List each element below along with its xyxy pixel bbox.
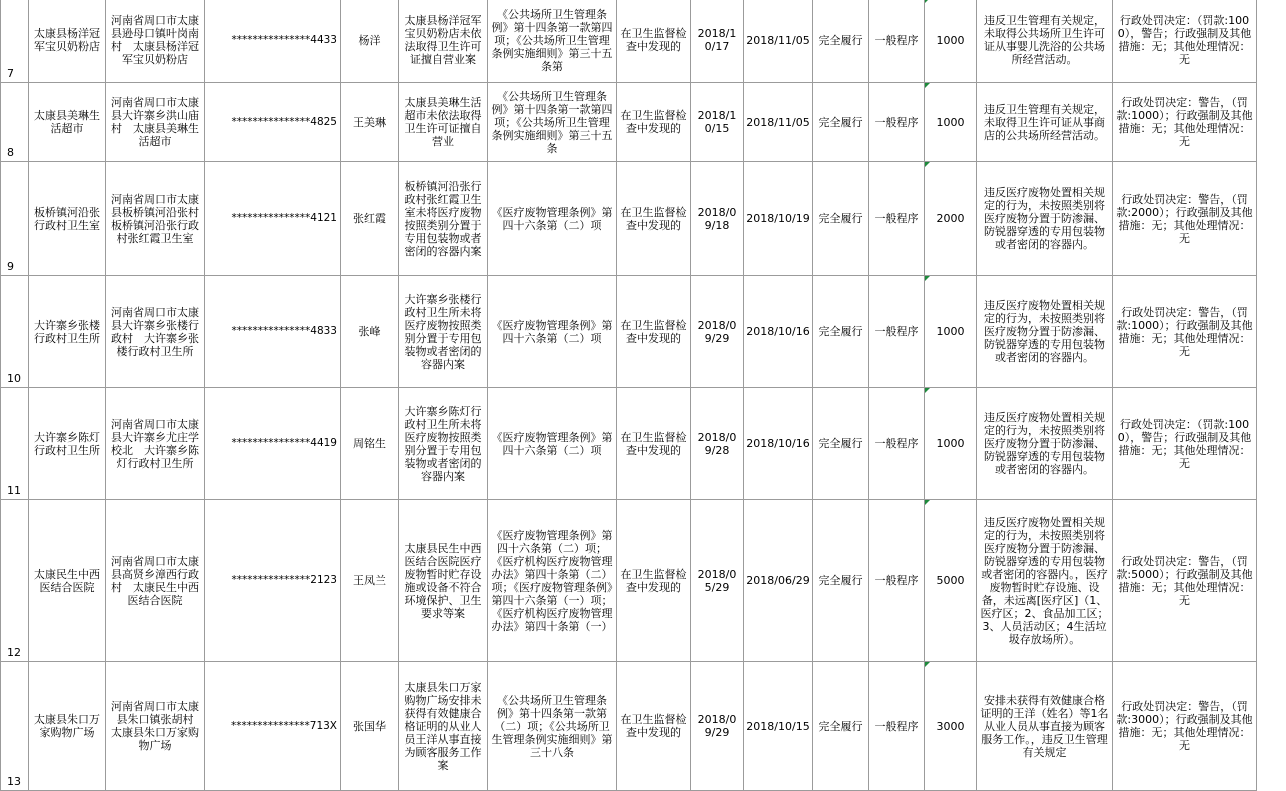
- unit-name-cell[interactable]: 大许寨乡陈灯行政村卫生所: [29, 388, 106, 500]
- case-source-cell[interactable]: 在卫生监督检查中发现的: [617, 0, 691, 83]
- fine-amount-value: 1000: [936, 33, 965, 47]
- procedure-type-cell[interactable]: 一般程序: [869, 0, 925, 83]
- fine-amount-cell[interactable]: [925, 0, 977, 83]
- decision-date-cell[interactable]: 2018/05/29: [691, 500, 744, 662]
- case-facts-cell[interactable]: 板桥镇河沿张行政村张红霞卫生室未将医疗废物按照类别分置于专用包装物或者密闭的容器内案: [399, 162, 488, 276]
- person-name-cell[interactable]: 杨洋: [341, 0, 399, 83]
- unit-name-cell[interactable]: 太康县朱口万家购物广场: [29, 662, 106, 791]
- violation-cell[interactable]: 违反卫生管理有关规定，未取得公共场所卫生许可证从事婴儿洗浴的公共场所经营活动。: [977, 0, 1113, 83]
- case-source-cell[interactable]: 在卫生监督检查中发现的: [617, 83, 691, 162]
- decision-date-cell[interactable]: 2018/09/28: [691, 388, 744, 500]
- table-body: [1, 0, 1257, 791]
- person-name-cell[interactable]: 周铭生: [341, 388, 399, 500]
- row-number-cell[interactable]: 12: [1, 500, 29, 662]
- execution-status-cell[interactable]: 完全履行: [813, 83, 869, 162]
- procedure-type-cell[interactable]: 一般程序: [869, 662, 925, 791]
- case-source-cell[interactable]: 在卫生监督检查中发现的: [617, 388, 691, 500]
- id-number-cell[interactable]: ***************4825: [205, 83, 341, 162]
- legal-basis-cell[interactable]: 《公共场所卫生管理条例》第十四条第一款第四项；《公共场所卫生管理条例实施细则》第三十五条第: [488, 0, 617, 83]
- completion-date-cell[interactable]: 2018/06/29: [744, 500, 813, 662]
- case-facts-cell[interactable]: 太康县民生中西医结合医院医疗废物暂时贮存设施或设备不符合环境保护、卫生要求等案: [399, 500, 488, 662]
- procedure-type-cell[interactable]: 一般程序: [869, 83, 925, 162]
- violation-cell[interactable]: 违反医疗废物处置相关规定的行为，未按照类别将医疗废物分置于防渗漏、防锐器穿透的专用包装物或者密闭的容器内。，医疗废物暂时贮存设施、设备，未远离[医疗区]（1、医疗区；2、食品加工区；3、人员活动区；4生活垃圾存放场所）。: [977, 500, 1113, 662]
- error-indicator-icon: [925, 276, 930, 281]
- person-name-cell[interactable]: 王美琳: [341, 83, 399, 162]
- person-name-cell[interactable]: 张峰: [341, 276, 399, 388]
- case-facts-cell[interactable]: 太康县美琳生活超市未依法取得卫生许可证擅自营业: [399, 83, 488, 162]
- unit-name-cell[interactable]: 太康县杨洋冠军宝贝奶粉店: [29, 0, 106, 83]
- error-indicator-icon: [925, 500, 930, 505]
- fine-amount-value: 1000: [936, 437, 965, 450]
- person-name-cell[interactable]: 张红霞: [341, 162, 399, 276]
- completion-date-cell[interactable]: 2018/11/05: [744, 83, 813, 162]
- case-facts-cell[interactable]: 大许寨乡张楼行政村卫生所未将医疗废物按照类别分置于专用包装物或者密闭的容器内案: [399, 276, 488, 388]
- case-source-cell[interactable]: 在卫生监督检查中发现的: [617, 500, 691, 662]
- table-row: [1, 162, 1257, 276]
- completion-date-cell[interactable]: 2018/11/05: [744, 0, 813, 83]
- violation-cell[interactable]: 安排未获得有效健康合格证明的王洋（姓名）等1名从业人员从事直接为顾客服务工作。，违反卫生管理有关规定: [977, 662, 1113, 791]
- unit-name-cell[interactable]: 太康县美琳生活超市: [29, 83, 106, 162]
- address-cell[interactable]: 河南省周口市太康县朱口镇张胡村 太康县朱口万家购物广场: [106, 662, 205, 791]
- procedure-type-cell[interactable]: 一般程序: [869, 500, 925, 662]
- execution-status-cell[interactable]: 完全履行: [813, 276, 869, 388]
- case-facts-cell[interactable]: 太康县朱口万家购物广场安排未获得有效健康合格证明的从业人员王洋从事直接为顾客服务工作案: [399, 662, 488, 791]
- legal-basis-cell[interactable]: 《医疗废物管理条例》第四十六条第（二）项: [488, 388, 617, 500]
- row-number-cell[interactable]: 8: [1, 83, 29, 162]
- address-cell[interactable]: 河南省周口市太康县大许寨乡尤庄学校北 大许寨乡陈灯行政村卫生所: [106, 388, 205, 500]
- table-row: [1, 83, 1257, 162]
- legal-basis-cell[interactable]: 《医疗废物管理条例》第四十六条第（二）项: [488, 162, 617, 276]
- case-source-cell[interactable]: 在卫生监督检查中发现的: [617, 662, 691, 791]
- row-number-cell[interactable]: 10: [1, 276, 29, 388]
- error-indicator-icon: [925, 0, 930, 3]
- row-number-cell[interactable]: 7: [1, 0, 29, 83]
- fine-amount-cell[interactable]: [925, 388, 977, 500]
- table-row: [1, 276, 1257, 388]
- row-number-cell[interactable]: 13: [1, 662, 29, 791]
- violation-cell[interactable]: 违反医疗废物处置相关规定的行为，未按照类别将医疗废物分置于防渗漏、防锐器穿透的专用包装物或者密闭的容器内。: [977, 162, 1113, 276]
- id-number-cell[interactable]: ***************2123: [205, 500, 341, 662]
- table-row: [1, 388, 1257, 500]
- violation-cell[interactable]: 违反医疗废物处置相关规定的行为，未按照类别将医疗废物分置于防渗漏、防锐器穿透的专用包装物或者密闭的容器内。: [977, 388, 1113, 500]
- id-number-cell[interactable]: ***************4833: [205, 276, 341, 388]
- fine-amount-cell[interactable]: [925, 162, 977, 276]
- address-cell[interactable]: 河南省周口市太康县大许寨乡洪山庙村 太康县美琳生活超市: [106, 83, 205, 162]
- case-facts-cell[interactable]: 大许寨乡陈灯行政村卫生所未将医疗废物按照类别分置于专用包装物或者密闭的容器内案: [399, 388, 488, 500]
- error-indicator-icon: [925, 388, 930, 393]
- execution-status-cell[interactable]: 完全履行: [813, 388, 869, 500]
- legal-basis-cell[interactable]: 《医疗废物管理条例》第四十六条第（二）项: [488, 276, 617, 388]
- table-row: [1, 0, 1257, 83]
- case-source-cell[interactable]: 在卫生监督检查中发现的: [617, 276, 691, 388]
- fine-amount-cell[interactable]: [925, 500, 977, 662]
- penalty-result-cell[interactable]: 行政处罚决定：警告，（罚款:1000）；行政强制及其他措施：无；其他处理情况：无: [1113, 83, 1257, 162]
- row-number-cell[interactable]: 11: [1, 388, 29, 500]
- fine-amount-value: 1000: [936, 115, 965, 129]
- legal-basis-cell[interactable]: 《公共场所卫生管理条例》第十四条第一款第（二）项；《公共场所卫生管理条例实施细则》第三十八条: [488, 662, 617, 791]
- id-number-cell[interactable]: ***************4433: [205, 0, 341, 83]
- decision-date-cell[interactable]: 2018/10/15: [691, 83, 744, 162]
- legal-basis-cell[interactable]: 《公共场所卫生管理条例》第十四条第一款第四项；《公共场所卫生管理条例实施细则》第三十五条: [488, 83, 617, 162]
- procedure-type-cell[interactable]: 一般程序: [869, 388, 925, 500]
- person-name-cell[interactable]: 王凤兰: [341, 500, 399, 662]
- execution-status-cell[interactable]: 完全履行: [813, 162, 869, 276]
- legal-basis-cell[interactable]: 《医疗废物管理条例》第四十六条第（二）项；《医疗机构医疗废物管理办法》第四十条第（二）项；《医疗废物管理条例》第四十六条第（一）项；《医疗机构医疗废物管理办法》第四十条第（一）: [488, 500, 617, 662]
- completion-date-cell[interactable]: 2018/10/19: [744, 162, 813, 276]
- address-cell[interactable]: 河南省周口市太康县逊母口镇叶岗南村 太康县杨洋冠军宝贝奶粉店: [106, 0, 205, 83]
- fine-amount-cell[interactable]: [925, 276, 977, 388]
- fine-amount-value: 5000: [936, 574, 965, 587]
- id-number-cell[interactable]: ***************713X: [205, 662, 341, 791]
- procedure-type-cell[interactable]: 一般程序: [869, 162, 925, 276]
- table-row: [1, 500, 1257, 662]
- unit-name-cell[interactable]: 板桥镇河沿张行政村卫生室: [29, 162, 106, 276]
- fine-amount-value: 2000: [936, 212, 965, 225]
- person-name-cell[interactable]: 张国华: [341, 662, 399, 791]
- penalty-result-cell[interactable]: 行政处罚决定：警告，（罚款:2000）；行政强制及其他措施：无；其他处理情况：无: [1113, 162, 1257, 276]
- fine-amount-cell[interactable]: [925, 662, 977, 791]
- penalty-result-cell[interactable]: 行政处罚决定：警告，（罚款:3000）；行政强制及其他措施：无；其他处理情况：无: [1113, 662, 1257, 791]
- decision-date-cell[interactable]: 2018/10/17: [691, 0, 744, 83]
- case-facts-cell[interactable]: 太康县杨洋冠军宝贝奶粉店未依法取得卫生许可证擅自营业案: [399, 0, 488, 83]
- completion-date-cell[interactable]: 2018/10/16: [744, 388, 813, 500]
- error-indicator-icon: [925, 662, 930, 667]
- address-cell[interactable]: 河南省周口市太康县高贤乡漳西行政村 太康民生中西医结合医院: [106, 500, 205, 662]
- unit-name-cell[interactable]: 太康民生中西医结合医院: [29, 500, 106, 662]
- violation-cell[interactable]: 违反医疗废物处置相关规定的行为，未按照类别将医疗废物分置于防渗漏、防锐器穿透的专用包装物或者密闭的容器内。: [977, 276, 1113, 388]
- fine-amount-value: 1000: [936, 325, 965, 338]
- unit-name-cell[interactable]: 大许寨乡张楼行政村卫生所: [29, 276, 106, 388]
- decision-date-cell[interactable]: 2018/09/18: [691, 162, 744, 276]
- id-number-cell[interactable]: ***************4121: [205, 162, 341, 276]
- table-row: [1, 662, 1257, 791]
- procedure-type-cell[interactable]: 一般程序: [869, 276, 925, 388]
- execution-status-cell[interactable]: 完全履行: [813, 662, 869, 791]
- id-number-cell[interactable]: ***************4419: [205, 388, 341, 500]
- penalty-result-cell[interactable]: 行政处罚决定：警告，（罚款:1000）；行政强制及其他措施：无；其他处理情况：无: [1113, 276, 1257, 388]
- row-number-cell[interactable]: 9: [1, 162, 29, 276]
- penalty-result-cell[interactable]: 行政处罚决定：（罚款:1000），警告；行政强制及其他措施：无；其他处理情况：无: [1113, 388, 1257, 500]
- fine-amount-value: 3000: [936, 719, 965, 733]
- completion-date-cell[interactable]: 2018/10/15: [744, 662, 813, 791]
- address-cell[interactable]: 河南省周口市太康县大许寨乡张楼行政村 大许寨乡张楼行政村卫生所: [106, 276, 205, 388]
- error-indicator-icon: [925, 162, 930, 167]
- error-indicator-icon: [925, 83, 930, 88]
- decision-date-cell[interactable]: 2018/09/29: [691, 276, 744, 388]
- completion-date-cell[interactable]: 2018/10/16: [744, 276, 813, 388]
- address-cell[interactable]: 河南省周口市太康县板桥镇河沿张村 板桥镇河沿张行政村张红霞卫生室: [106, 162, 205, 276]
- execution-status-cell[interactable]: 完全履行: [813, 0, 869, 83]
- case-source-cell[interactable]: 在卫生监督检查中发现的: [617, 162, 691, 276]
- execution-status-cell[interactable]: 完全履行: [813, 500, 869, 662]
- violation-cell[interactable]: 违反卫生管理有关规定，未取得卫生许可证从事商店的公共场所经营活动。: [977, 83, 1113, 162]
- penalty-result-cell[interactable]: 行政处罚决定：（罚款:1000），警告；行政强制及其他措施：无；其他处理情况：无: [1113, 0, 1257, 83]
- penalty-result-cell[interactable]: 行政处罚决定：警告，（罚款:5000）；行政强制及其他措施：无；其他处理情况：无: [1113, 500, 1257, 662]
- decision-date-cell[interactable]: 2018/09/29: [691, 662, 744, 791]
- fine-amount-cell[interactable]: [925, 83, 977, 162]
